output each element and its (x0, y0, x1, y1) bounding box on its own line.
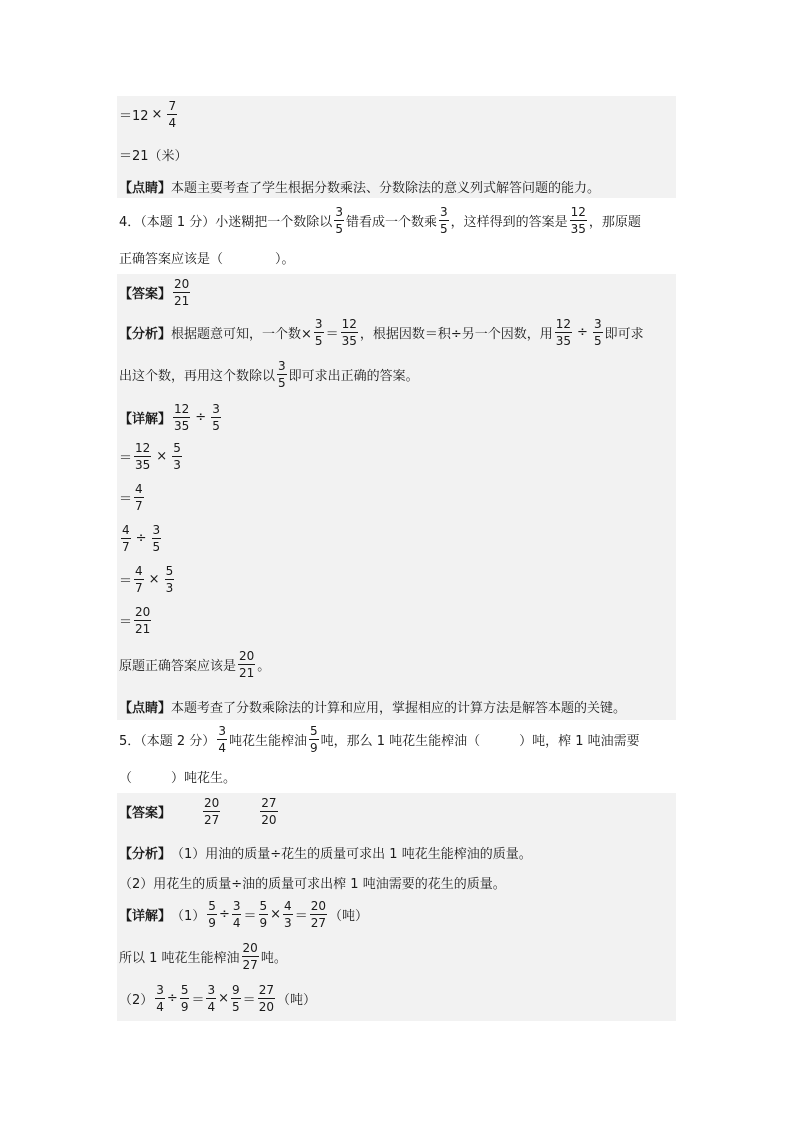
q4-xiangjie-step-5: ＝ $\frac{4}{7}$ × $\frac{5}{3}$ (119, 564, 174, 595)
fraction: $\frac{3}{5}$ (212, 402, 220, 433)
q3-step-2: ＝21（米） (119, 149, 188, 164)
q5-xiangjie-2: （2） $\frac{3}{4}$ ÷ $\frac{5}{9}$ ＝ $\frac{3}{4}$ × $\frac{9}{5}$ ＝ $\frac{27}{20}$ （吨） (119, 983, 316, 1014)
q4-xiangjie-step-4: $\frac{4}{7}$ ÷ $\frac{3}{5}$ (122, 523, 161, 554)
q4-xiangjie-step-1: 【详解】 $\frac{12}{35}$ ÷ $\frac{3}{5}$ (119, 402, 220, 433)
q4-question-line-1: 4．（本题 1 分）小迷糊把一个数除以 $\frac{3}{5}$ 错看成一个数乘 $\frac{3}{5}$ ，这样得到的答案是 $\frac{12}{35}$ ，那原题 (119, 205, 641, 236)
fraction: $\frac{7}{4}$ (168, 99, 177, 130)
fraction: $\frac{12}{35}$ (135, 441, 151, 472)
q4-xiangjie-step-6: ＝ $\frac{20}{21}$ (119, 605, 151, 636)
fraction: $\frac{4}{7}$ (122, 523, 130, 554)
fraction: $\frac{20}{21}$ (135, 605, 151, 636)
q5-answer: 【答案】 $\frac{20}{27}$ $\frac{27}{20}$ (119, 796, 277, 827)
q4-xiangjie-step-2: ＝ $\frac{12}{35}$ × $\frac{5}{3}$ (119, 441, 181, 472)
q5-xiangjie-1: 【详解】 （1） $\frac{5}{9}$ ÷ $\frac{3}{4}$ ＝ $\frac{5}{9}$ × $\frac{4}{3}$ ＝ $\frac{20}{27}$ （吨） (119, 899, 368, 930)
q4-question-line-2: 正确答案应该是（ ）。 (119, 252, 295, 267)
fraction: $\frac{12}{35}$ (174, 402, 190, 433)
fraction: $\frac{3}{5}$ (439, 205, 448, 236)
fraction: $\frac{3}{4}$ (207, 983, 216, 1014)
q4-fenxi-line-1: 【分析】 根据题意可知，一个数× $\frac{3}{5}$ ＝ $\frac{12}{35}$ ，根据因数＝积÷另一个因数，用 $\frac{12}{35}$ ÷ $\frac{3}{5}$ 即可求 (119, 317, 644, 348)
fraction: $\frac{12}{35}$ (555, 317, 572, 348)
fraction: $\frac{4}{7}$ (135, 564, 143, 595)
q5-so: 所以 1 吨花生能榨油 $\frac{20}{27}$ 吨。 (119, 941, 287, 972)
fraction: $\frac{5}{9}$ (259, 899, 268, 930)
fraction: $\frac{5}{9}$ (208, 899, 216, 930)
fraction: $\frac{12}{35}$ (570, 205, 586, 236)
fraction: $\frac{5}{9}$ (309, 724, 318, 755)
fraction: $\frac{27}{20}$ (261, 796, 277, 827)
fraction: $\frac{20}{27}$ (310, 899, 326, 930)
q4-dianjing: 【点睛】 本题考查了分数乘除法的计算和应用，掌握相应的计算方法是解答本题的关键。 (119, 701, 627, 716)
fraction: $\frac{20}{21}$ (239, 649, 255, 680)
q5-fenxi-1: 【分析】 （1）用油的质量÷花生的质量可求出 1 吨花生能榨油的质量。 (119, 847, 532, 862)
fraction: $\frac{4}{3}$ (284, 899, 292, 930)
fraction: $\frac{3}{4}$ (218, 724, 226, 755)
q3-step-1: ＝12 × $\frac{7}{4}$ (119, 99, 177, 130)
q3-dianjing: 【点睛】 本题主要考查了学生根据分数乘法、分数除法的意义列式解答问题的能力。 (119, 181, 601, 196)
fraction: $\frac{3}{5}$ (593, 317, 602, 348)
fraction: $\frac{3}{5}$ (278, 359, 286, 390)
fraction: $\frac{9}{5}$ (232, 983, 240, 1014)
fraction: $\frac{5}{3}$ (165, 564, 174, 595)
fraction: $\frac{12}{35}$ (341, 317, 357, 348)
fraction: $\frac{3}{5}$ (152, 523, 161, 554)
fraction: $\frac{27}{20}$ (258, 983, 274, 1014)
fraction: $\frac{3}{4}$ (156, 983, 164, 1014)
fraction: $\frac{5}{3}$ (173, 441, 181, 472)
fraction: $\frac{5}{9}$ (180, 983, 189, 1014)
q4-fenxi-line-2: 出这个数，再用这个数除以 $\frac{3}{5}$ 即可求出正确的答案。 (119, 359, 419, 390)
q5-question-line-2: （ ）吨花生。 (119, 771, 237, 786)
q5-fenxi-2: （2）用花生的质量÷油的质量可求出榨 1 吨油需要的花生的质量。 (119, 877, 506, 892)
fraction: $\frac{4}{7}$ (135, 482, 143, 513)
fraction: $\frac{20}{27}$ (204, 796, 220, 827)
fraction: $\frac{3}{5}$ (314, 317, 323, 348)
q5-question-line-1: 5．（本题 2 分） $\frac{3}{4}$ 吨花生能榨油 $\frac{5}{9}$ 吨，那么 1 吨花生能榨油（ ）吨，榨 1 吨油需要 (119, 724, 640, 755)
fraction: $\frac{3}{5}$ (335, 205, 343, 236)
q4-xiangjie-step-3: ＝ $\frac{4}{7}$ (119, 482, 143, 513)
fraction: $\frac{20}{21}$ (174, 277, 190, 308)
q4-answer: 【答案】 $\frac{20}{21}$ (119, 277, 190, 308)
fraction: $\frac{3}{4}$ (232, 899, 241, 930)
fraction: $\frac{20}{27}$ (242, 941, 258, 972)
q4-conclusion: 原题正确答案应该是 $\frac{20}{21}$ 。 (119, 649, 271, 680)
